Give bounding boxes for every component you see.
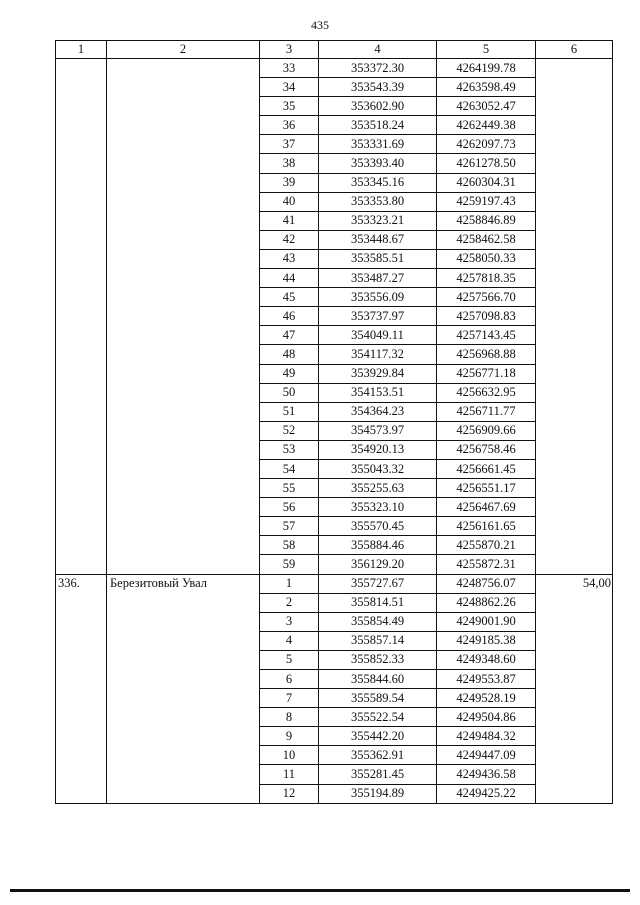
column-header: 2 — [107, 41, 260, 59]
column-header: 5 — [437, 41, 536, 59]
point-number: 41 — [260, 211, 319, 230]
point-number: 42 — [260, 230, 319, 249]
point-number: 45 — [260, 288, 319, 307]
point-number: 2 — [260, 593, 319, 612]
point-number: 5 — [260, 650, 319, 669]
coordinate-x: 356129.20 — [319, 555, 437, 574]
coordinate-y: 4256758.46 — [437, 440, 536, 459]
coordinate-y: 4262449.38 — [437, 116, 536, 135]
coordinate-x: 355522.54 — [319, 708, 437, 727]
coordinate-x: 353372.30 — [319, 59, 437, 78]
coordinate-x: 355281.45 — [319, 765, 437, 784]
coordinate-x: 353929.84 — [319, 364, 437, 383]
coordinate-x: 355194.89 — [319, 784, 437, 803]
coordinate-y: 4263052.47 — [437, 97, 536, 116]
point-number: 35 — [260, 97, 319, 116]
coordinate-y: 4260304.31 — [437, 173, 536, 192]
point-number: 50 — [260, 383, 319, 402]
coordinate-x: 354920.13 — [319, 440, 437, 459]
point-number: 54 — [260, 459, 319, 478]
point-number: 8 — [260, 708, 319, 727]
coordinate-y: 4249185.38 — [437, 631, 536, 650]
site-area: 54,00 — [536, 574, 613, 803]
coordinate-y: 4248756.07 — [437, 574, 536, 593]
point-number: 1 — [260, 574, 319, 593]
point-number: 59 — [260, 555, 319, 574]
coordinate-y: 4249447.09 — [437, 746, 536, 765]
coordinate-y: 4263598.49 — [437, 78, 536, 97]
point-number: 6 — [260, 670, 319, 689]
coordinate-x: 354153.51 — [319, 383, 437, 402]
coordinate-x: 355570.45 — [319, 517, 437, 536]
coordinate-y: 4249425.22 — [437, 784, 536, 803]
coordinate-x: 354049.11 — [319, 326, 437, 345]
coordinate-y: 4261278.50 — [437, 154, 536, 173]
point-number: 34 — [260, 78, 319, 97]
point-number: 37 — [260, 135, 319, 154]
coordinate-y: 4249504.86 — [437, 708, 536, 727]
point-number: 3 — [260, 612, 319, 631]
point-number: 56 — [260, 498, 319, 517]
point-number: 44 — [260, 269, 319, 288]
site-number: 336. — [56, 574, 107, 803]
coordinate-y: 4259197.43 — [437, 192, 536, 211]
column-header: 1 — [56, 41, 107, 59]
coordinate-x: 353345.16 — [319, 173, 437, 192]
coordinates-table — [55, 40, 613, 804]
coordinate-y: 4249436.58 — [437, 765, 536, 784]
point-number: 36 — [260, 116, 319, 135]
point-number: 49 — [260, 364, 319, 383]
site-area — [536, 59, 613, 575]
coordinate-y: 4256909.66 — [437, 421, 536, 440]
coordinate-x: 355857.14 — [319, 631, 437, 650]
coordinate-y: 4257143.45 — [437, 326, 536, 345]
coordinate-x: 353487.27 — [319, 269, 437, 288]
point-number: 51 — [260, 402, 319, 421]
column-header: 3 — [260, 41, 319, 59]
coordinate-y: 4256711.77 — [437, 402, 536, 421]
coordinate-y: 4257566.70 — [437, 288, 536, 307]
coordinate-x: 355323.10 — [319, 498, 437, 517]
coordinate-x: 353585.51 — [319, 249, 437, 268]
coordinate-y: 4249348.60 — [437, 650, 536, 669]
coordinate-y: 4248862.26 — [437, 593, 536, 612]
coordinate-y: 4258462.58 — [437, 230, 536, 249]
point-number: 46 — [260, 307, 319, 326]
coordinate-y: 4249553.87 — [437, 670, 536, 689]
point-number: 58 — [260, 536, 319, 555]
column-header: 4 — [319, 41, 437, 59]
coordinate-x: 354364.23 — [319, 402, 437, 421]
coordinate-y: 4255872.31 — [437, 555, 536, 574]
coordinate-x: 355362.91 — [319, 746, 437, 765]
coordinate-y: 4249528.19 — [437, 689, 536, 708]
bottom-divider — [10, 889, 630, 892]
coordinate-y: 4249484.32 — [437, 727, 536, 746]
coordinate-x: 353448.67 — [319, 230, 437, 249]
site-name — [107, 59, 260, 575]
coordinate-x: 355442.20 — [319, 727, 437, 746]
coordinate-y: 4256968.88 — [437, 345, 536, 364]
coordinate-y: 4249001.90 — [437, 612, 536, 631]
coordinate-x: 355852.33 — [319, 650, 437, 669]
coordinate-y: 4257818.35 — [437, 269, 536, 288]
coordinate-x: 354117.32 — [319, 345, 437, 364]
coordinate-y: 4258846.89 — [437, 211, 536, 230]
header-row — [56, 41, 613, 59]
point-number: 7 — [260, 689, 319, 708]
coordinate-x: 353602.90 — [319, 97, 437, 116]
point-number: 4 — [260, 631, 319, 650]
point-number: 11 — [260, 765, 319, 784]
table-row — [56, 574, 613, 593]
point-number: 12 — [260, 784, 319, 803]
coordinate-y: 4255870.21 — [437, 536, 536, 555]
table-row — [56, 59, 613, 78]
coordinate-x: 355727.67 — [319, 574, 437, 593]
coordinate-x: 353393.40 — [319, 154, 437, 173]
coordinate-x: 353353.80 — [319, 192, 437, 211]
coordinate-x: 353331.69 — [319, 135, 437, 154]
coordinate-y: 4257098.83 — [437, 307, 536, 326]
site-name: Березитовый Увал — [107, 574, 260, 803]
coordinate-y: 4256632.95 — [437, 383, 536, 402]
point-number: 52 — [260, 421, 319, 440]
table-body — [56, 59, 613, 804]
coordinate-y: 4256467.69 — [437, 498, 536, 517]
coordinate-x: 353323.21 — [319, 211, 437, 230]
point-number: 47 — [260, 326, 319, 345]
coordinate-x: 355884.46 — [319, 536, 437, 555]
coordinate-x: 353556.09 — [319, 288, 437, 307]
point-number: 10 — [260, 746, 319, 765]
coordinate-x: 353543.39 — [319, 78, 437, 97]
coordinate-x: 355844.60 — [319, 670, 437, 689]
point-number: 33 — [260, 59, 319, 78]
coordinate-x: 355814.51 — [319, 593, 437, 612]
coordinate-y: 4256161.65 — [437, 517, 536, 536]
column-header: 6 — [536, 41, 613, 59]
point-number: 39 — [260, 173, 319, 192]
coordinate-y: 4256661.45 — [437, 459, 536, 478]
coordinate-x: 353518.24 — [319, 116, 437, 135]
site-number — [56, 59, 107, 575]
coordinate-y: 4258050.33 — [437, 249, 536, 268]
coordinate-x: 355854.49 — [319, 612, 437, 631]
point-number: 48 — [260, 345, 319, 364]
coordinate-x: 354573.97 — [319, 421, 437, 440]
coordinate-y: 4264199.78 — [437, 59, 536, 78]
point-number: 40 — [260, 192, 319, 211]
coordinate-y: 4262097.73 — [437, 135, 536, 154]
coordinate-x: 355043.32 — [319, 459, 437, 478]
coordinate-y: 4256551.17 — [437, 479, 536, 498]
point-number: 9 — [260, 727, 319, 746]
coordinate-x: 355589.54 — [319, 689, 437, 708]
page-number: 435 — [311, 18, 329, 32]
coordinate-y: 4256771.18 — [437, 364, 536, 383]
point-number: 43 — [260, 249, 319, 268]
point-number: 38 — [260, 154, 319, 173]
point-number: 53 — [260, 440, 319, 459]
point-number: 57 — [260, 517, 319, 536]
coordinate-x: 355255.63 — [319, 479, 437, 498]
point-number: 55 — [260, 479, 319, 498]
coordinate-x: 353737.97 — [319, 307, 437, 326]
